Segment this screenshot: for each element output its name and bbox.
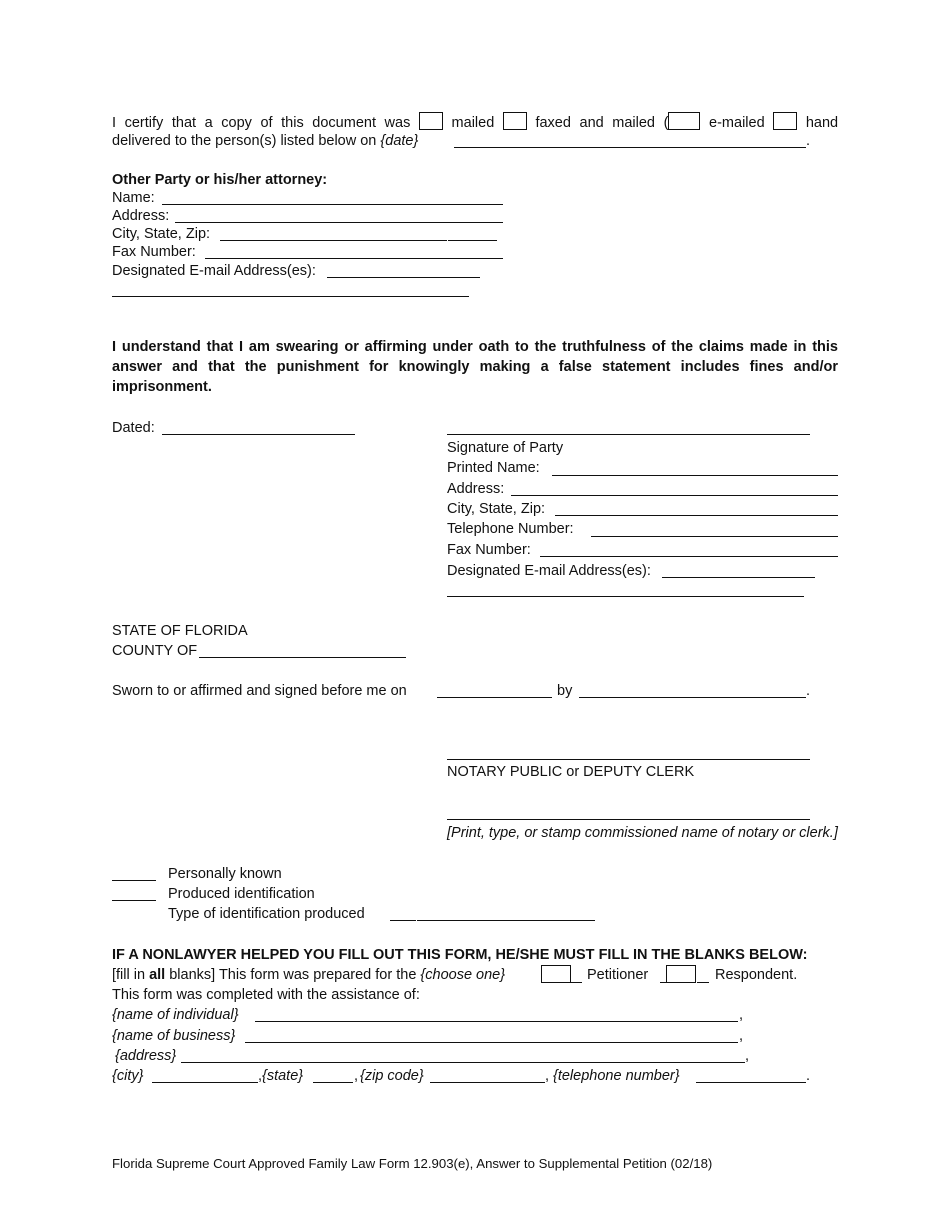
fill-in-line: [fill in all blanks] This form was prepared for the {choose one} xyxy=(112,967,506,983)
party-phone-line[interactable] xyxy=(591,536,838,537)
other-party-name-line[interactable] xyxy=(162,204,503,205)
faxed-mailed-label: faxed and mailed xyxy=(535,115,655,131)
other-party-city-label: City, State, Zip: xyxy=(112,226,211,242)
zip-comma: , xyxy=(545,1068,550,1084)
name-individual-line[interactable] xyxy=(255,1021,738,1022)
certify-line-1 xyxy=(112,112,838,133)
petitioner-checkbox-tail xyxy=(571,982,582,983)
id-type-label: Type of identification produced xyxy=(168,906,365,922)
by-label: by xyxy=(557,683,573,699)
other-party-name-label: Name: xyxy=(112,190,155,206)
other-party-city-line[interactable] xyxy=(220,240,447,241)
other-party-fax-label: Fax Number: xyxy=(112,244,196,260)
other-party-zip-line[interactable] xyxy=(448,240,497,241)
id-type-line-b[interactable] xyxy=(417,920,595,921)
address-comma: , xyxy=(745,1048,750,1064)
city-comma: , xyxy=(258,1068,263,1084)
city-line[interactable] xyxy=(152,1082,258,1083)
hand-label: hand xyxy=(805,115,839,131)
county-line[interactable] xyxy=(199,657,406,658)
petitioner-label: Petitioner xyxy=(587,967,649,983)
emailed-label: e-mailed xyxy=(709,115,765,131)
signature-label: Signature of Party xyxy=(447,440,564,456)
other-party-email-line-2[interactable] xyxy=(112,296,469,297)
county-label: COUNTY OF xyxy=(112,643,198,659)
telephone-period: . xyxy=(806,1068,811,1084)
assisted-label: This form was completed with the assistance of: xyxy=(112,987,420,1003)
party-fax-label: Fax Number: xyxy=(447,542,531,558)
mailed-checkbox[interactable] xyxy=(419,112,443,130)
hand-delivered-checkbox[interactable] xyxy=(773,112,797,130)
notary-print-note: [Print, type, or stamp commissioned name of notary or clerk.] xyxy=(447,825,838,841)
zip-line[interactable] xyxy=(430,1082,545,1083)
name-business-line[interactable] xyxy=(245,1042,738,1043)
address-line[interactable] xyxy=(181,1062,745,1063)
city-hint: {city} xyxy=(112,1068,144,1084)
state-line[interactable] xyxy=(313,1082,353,1083)
dated-label: Dated: xyxy=(112,420,155,436)
sworn-date-line[interactable] xyxy=(437,697,552,698)
party-city-line[interactable] xyxy=(555,515,838,516)
personally-known-label: Personally known xyxy=(168,866,282,882)
address-hint: {address} xyxy=(115,1048,177,1064)
party-city-label: City, State, Zip: xyxy=(447,501,546,517)
notary-title: NOTARY PUBLIC or DEPUTY CLERK xyxy=(447,764,695,780)
sworn-label: Sworn to or affirmed and signed before me on xyxy=(112,683,407,699)
telephone-line[interactable] xyxy=(696,1082,806,1083)
notary-signature-line[interactable] xyxy=(447,759,810,760)
party-phone-label: Telephone Number: xyxy=(447,521,574,537)
mailed-label: mailed xyxy=(451,115,495,131)
respondent-checkbox-tail xyxy=(697,982,709,983)
petitioner-checkbox[interactable] xyxy=(541,965,571,983)
state-hint: {state} xyxy=(262,1068,304,1084)
notary-name-line[interactable] xyxy=(447,819,810,820)
paren-open: ( xyxy=(663,115,669,131)
sworn-period: . xyxy=(806,683,811,699)
other-party-address-label: Address: xyxy=(112,208,170,224)
name-individual-hint: {name of individual} xyxy=(112,1007,239,1023)
party-email-line[interactable] xyxy=(662,577,815,578)
certify-period: . xyxy=(806,133,811,149)
party-fax-line[interactable] xyxy=(540,556,838,557)
party-email-label: Designated E-mail Address(es): xyxy=(447,563,651,579)
party-address-label: Address: xyxy=(447,481,505,497)
choose-one-hint: {choose one} xyxy=(420,967,506,983)
faxed-mailed-checkbox[interactable] xyxy=(503,112,527,130)
printed-name-line[interactable] xyxy=(552,475,838,476)
telephone-hint: {telephone number} xyxy=(553,1068,680,1084)
date-hint: {date} xyxy=(380,133,419,149)
other-party-fax-line[interactable] xyxy=(205,258,503,259)
other-party-email-line[interactable] xyxy=(327,277,480,278)
other-party-heading: Other Party or his/her attorney: xyxy=(112,172,328,188)
signature-line[interactable] xyxy=(447,434,810,435)
sworn-by-line[interactable] xyxy=(579,697,806,698)
id-type-line-a[interactable] xyxy=(390,920,416,921)
name-business-hint: {name of business} xyxy=(112,1028,236,1044)
certify-date-line[interactable] xyxy=(454,147,806,148)
fill-all: all xyxy=(149,967,166,983)
dated-line[interactable] xyxy=(162,434,355,435)
produced-id-blank[interactable] xyxy=(112,900,156,901)
oath-statement: I understand that I am swearing or affirming under oath to the truthfulness of the claims made in this answer and that the punishment for knowingly making a false statement includes fines and/or imprisonment. xyxy=(112,339,838,395)
produced-id-label: Produced identification xyxy=(168,886,315,902)
nonlawyer-heading: IF A NONLAWYER HELPED YOU FILL OUT THIS FORM, HE/SHE MUST FILL IN THE BLANKS BELOW: xyxy=(112,947,808,963)
emailed-checkbox[interactable] xyxy=(668,112,700,130)
party-email-line-2[interactable] xyxy=(447,596,804,597)
footer-form-id: Florida Supreme Court Approved Family Law Form 12.903(e), Answer to Supplemental Petition (02/18) xyxy=(112,1156,713,1171)
name-business-comma: , xyxy=(739,1028,744,1044)
respondent-checkbox[interactable] xyxy=(666,965,696,983)
other-party-address-line[interactable] xyxy=(175,222,503,223)
personally-known-blank[interactable] xyxy=(112,880,156,881)
state-comma: , xyxy=(354,1068,359,1084)
party-address-line[interactable] xyxy=(511,495,838,496)
zip-hint: {zip code} xyxy=(360,1068,424,1084)
other-party-email-label: Designated E-mail Address(es): xyxy=(112,263,316,279)
certify-prefix: I certify that a copy of this document was xyxy=(112,115,411,131)
printed-name-label: Printed Name: xyxy=(447,460,540,476)
respondent-label: Respondent. xyxy=(715,967,798,983)
name-individual-comma: , xyxy=(739,1007,744,1023)
state-of-florida: STATE OF FLORIDA xyxy=(112,623,248,639)
certify-line-2: delivered to the person(s) listed below on {date} xyxy=(112,133,419,149)
